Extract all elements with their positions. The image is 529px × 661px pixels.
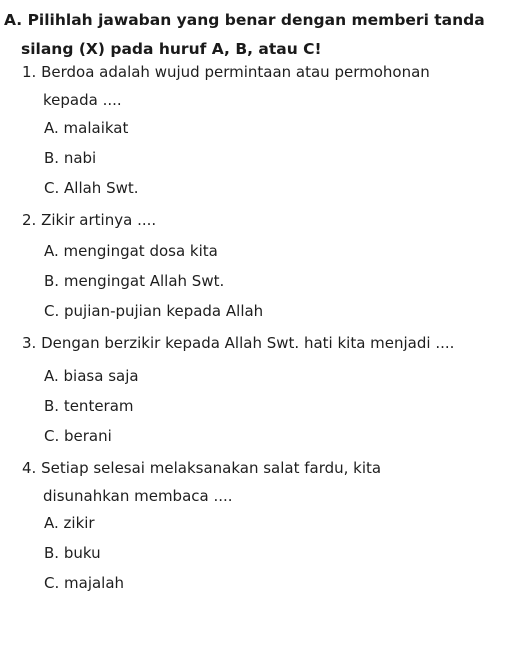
question-3-option-a[interactable]: A. biasa saja — [44, 367, 139, 385]
question-4-option-c[interactable]: C. majalah — [44, 574, 125, 592]
question-2-option-a[interactable]: A. mengingat dosa kita — [44, 242, 218, 260]
question-3-text: 3. Dengan berzikir kepada Allah Swt. hati kita menjadi .... — [22, 334, 455, 352]
question-3-option-c[interactable]: C. berani — [44, 427, 112, 445]
question-4-option-b[interactable]: B. buku — [44, 544, 101, 562]
question-1-text: 1. Berdoa adalah wujud permintaan atau permohonan — [22, 63, 430, 81]
question-3 — [22, 329, 522, 357]
question-4 — [22, 454, 522, 510]
question-4-option-a[interactable]: A. zikir — [44, 514, 95, 532]
question-2-option-c[interactable]: C. pujian-pujian kepada Allah — [44, 302, 264, 320]
instruction-heading — [4, 6, 524, 64]
question-1 — [22, 58, 522, 114]
question-2-option-b[interactable]: B. mengingat Allah Swt. — [44, 272, 225, 290]
question-1-option-a[interactable]: A. malaikat — [44, 119, 129, 137]
question-1-text-cont: kepada .... — [43, 91, 122, 109]
question-1-option-c[interactable]: C. Allah Swt. — [44, 179, 139, 197]
question-4-text: 4. Setiap selesai melaksanakan salat fardu, kita — [22, 459, 382, 477]
question-4-text-cont: disunahkan membaca .... — [43, 487, 233, 505]
question-1-option-b[interactable]: B. nabi — [44, 149, 97, 167]
instruction-line-2: silang (X) pada huruf A, B, atau C! — [21, 40, 322, 58]
instruction-line-1: A. Pilihlah jawaban yang benar dengan memberi tanda — [4, 11, 485, 29]
question-3-option-b[interactable]: B. tenteram — [44, 397, 134, 415]
question-2-text: 2. Zikir artinya .... — [22, 211, 157, 229]
question-2 — [22, 206, 522, 234]
